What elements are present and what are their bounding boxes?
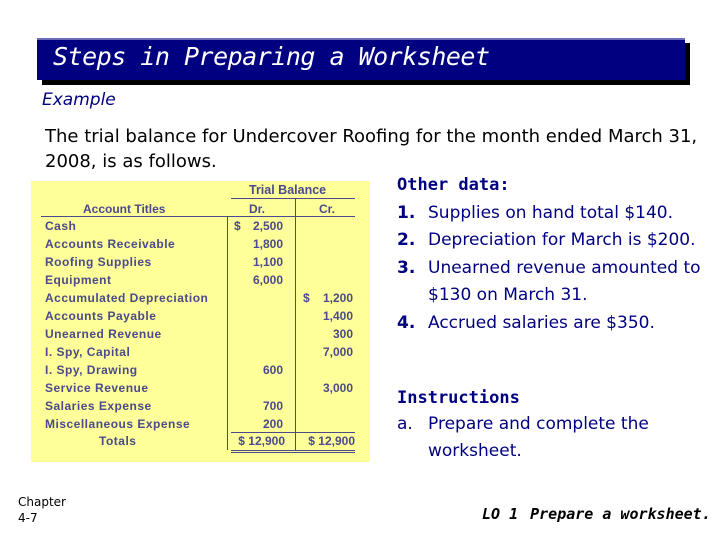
item-text: Depreciation for March is $200. xyxy=(428,230,696,250)
table-row xyxy=(31,219,370,237)
dollar-sign: $ xyxy=(303,291,310,305)
total-credit: $ 12,900 xyxy=(308,434,355,448)
item-number: 3. xyxy=(397,257,416,278)
learning-objective xyxy=(482,505,711,523)
account-title: Accounts Receivable xyxy=(45,237,176,251)
debit-amount: 200 xyxy=(262,417,283,431)
list-item xyxy=(397,200,712,228)
slide-title: Steps in Preparing a Worksheet xyxy=(53,42,490,71)
item-text: Unearned revenue amounted to $130 on March 31. xyxy=(428,257,701,305)
other-data-section xyxy=(397,172,712,337)
account-title: Accumulated Depreciation xyxy=(45,291,209,305)
account-title: Equipment xyxy=(45,273,112,287)
account-title: Cash xyxy=(45,219,77,233)
trial-balance-panel xyxy=(31,181,370,462)
item-number: 1. xyxy=(397,202,416,223)
credit-amount: 3,000 xyxy=(322,381,353,395)
debit-amount: 600 xyxy=(262,363,283,377)
list-item xyxy=(397,411,712,465)
totals-rule xyxy=(231,432,355,433)
table-row xyxy=(31,345,370,363)
col-dr-header: Dr. xyxy=(249,202,266,216)
debit-amount: 2,500 xyxy=(252,219,283,233)
table-row xyxy=(31,273,370,291)
example-label: Example xyxy=(42,90,116,110)
debit-amount: 6,000 xyxy=(252,273,283,287)
trial-balance-heading: Trial Balance xyxy=(249,183,327,197)
totals-label: Totals xyxy=(99,434,137,448)
account-title: I. Spy, Drawing xyxy=(45,363,138,377)
account-title: Accounts Payable xyxy=(45,309,157,323)
credit-amount: 1,200 xyxy=(322,291,353,305)
account-title: Unearned Revenue xyxy=(45,327,162,341)
item-text: Accrued salaries are $350. xyxy=(428,312,655,333)
col-cr-header: Cr. xyxy=(319,202,336,216)
item-number: 4. xyxy=(397,312,416,333)
header-underline xyxy=(41,216,355,217)
table-row xyxy=(31,291,370,309)
account-title: I. Spy, Capital xyxy=(45,345,131,359)
item-text: Supplies on hand total $140. xyxy=(428,202,673,223)
list-item xyxy=(397,227,712,255)
other-data-heading: Other data: xyxy=(397,175,510,195)
credit-amount: 1,400 xyxy=(322,309,353,323)
item-number: 2. xyxy=(397,230,416,250)
table-row xyxy=(31,381,370,399)
title-bar xyxy=(37,38,685,80)
debit-amount: 700 xyxy=(262,399,283,413)
intro-text: The trial balance for Undercover Roofing for the month ended March 31, 2008, is as follows. xyxy=(45,126,698,172)
table-row xyxy=(31,309,370,327)
double-rule-bottom xyxy=(231,452,355,453)
table-row xyxy=(31,255,370,273)
chapter-label xyxy=(18,494,66,526)
dollar-sign: $ xyxy=(234,219,241,233)
account-title: Miscellaneous Expense xyxy=(45,417,191,431)
chapter-line: Chapter xyxy=(18,495,66,509)
total-debit: $ 12,900 xyxy=(238,434,285,448)
debit-amount: 1,800 xyxy=(252,237,283,251)
chapter-number: 4-7 xyxy=(18,511,38,525)
lo-text: Prepare a worksheet. xyxy=(530,505,711,523)
debit-amount: 1,100 xyxy=(252,255,283,269)
table-row xyxy=(31,327,370,345)
credit-amount: 300 xyxy=(332,327,353,341)
credit-amount: 7,000 xyxy=(322,345,353,359)
heading-underline xyxy=(231,198,355,199)
list-item xyxy=(397,255,712,310)
col-account-header: Account Titles xyxy=(83,202,166,216)
lo-label: LO 1 xyxy=(482,505,519,523)
list-item xyxy=(397,310,712,338)
double-rule-top xyxy=(231,450,355,451)
item-number: a. xyxy=(397,414,413,434)
table-row xyxy=(31,363,370,381)
trial-balance-table xyxy=(31,181,370,462)
instructions-heading: Instructions xyxy=(397,388,520,408)
table-row xyxy=(31,399,370,417)
account-title: Salaries Expense xyxy=(45,399,152,413)
table-row xyxy=(31,237,370,255)
instructions-section xyxy=(397,385,712,465)
item-text: Prepare and complete the worksheet. xyxy=(428,414,649,461)
account-title: Roofing Supplies xyxy=(45,255,152,269)
account-title: Service Revenue xyxy=(45,381,149,395)
